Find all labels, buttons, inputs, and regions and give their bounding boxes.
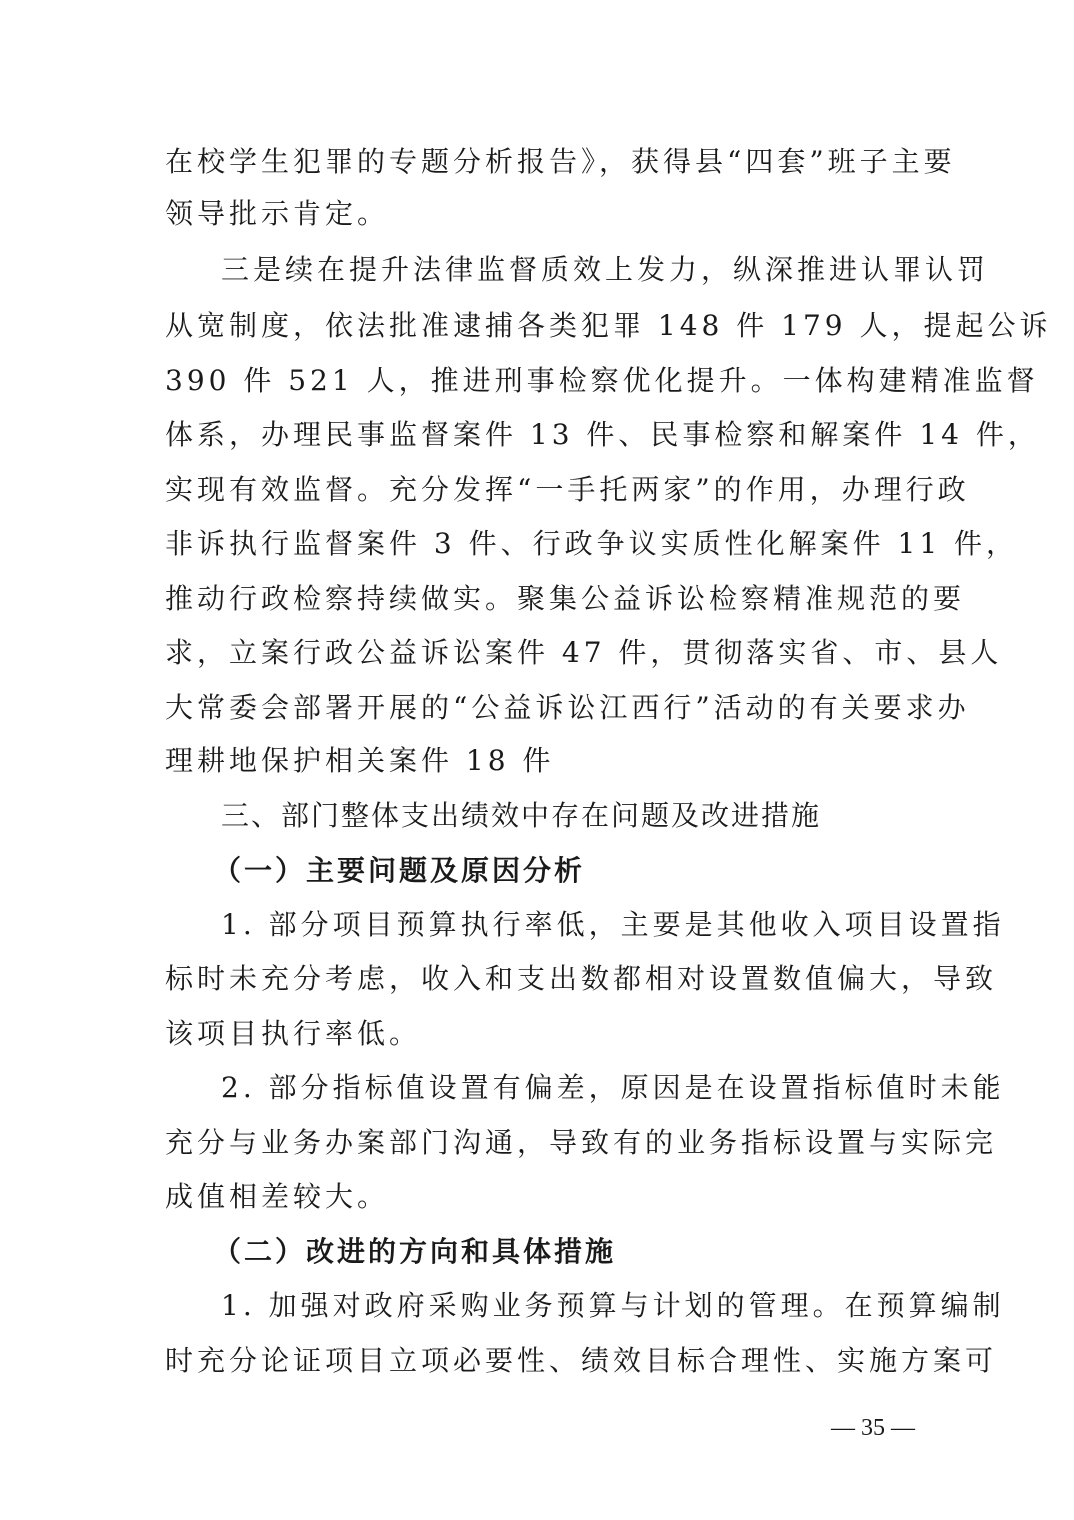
text-line-4: 从宽制度，依法批准逮捕各类犯罪 148 件 179 人，提起公诉 — [165, 309, 1052, 342]
measure-1-line-1: 1. 加强对政府采购业务预算与计划的管理。在预算编制 — [221, 1289, 1005, 1322]
problem-1-line-3: 该项目执行率低。 — [165, 1017, 422, 1050]
measure-1-line-2: 时充分论证项目立项必要性、绩效目标合理性、实施方案可 — [165, 1344, 998, 1377]
text-line-11: 大常委会部署开展的“公益诉讼江西行”活动的有关要求办 — [165, 691, 970, 724]
text-line-12: 理耕地保护相关案件 18 件 — [165, 744, 555, 777]
text-line-7: 实现有效监督。充分发挥“一手托两家”的作用，办理行政 — [165, 473, 970, 506]
subsection-heading-1: （一）主要问题及原因分析 — [213, 854, 586, 887]
text-line-9: 推动行政检察持续做实。聚集公益诉讼检察精准规范的要 — [165, 582, 966, 615]
problem-1-line-1: 1. 部分项目预算执行率低，主要是其他收入项目设置指 — [221, 908, 1005, 941]
page-number: — 35 — — [831, 1415, 915, 1441]
problem-2-line-3: 成值相差较大。 — [165, 1180, 390, 1213]
text-line-5: 390 件 521 人，推进刑事检察优化提升。一体构建精准监督 — [165, 364, 1039, 397]
section-heading: 三、部门整体支出绩效中存在问题及改进措施 — [221, 799, 822, 832]
paragraph-start-line: 三是续在提升法律监督质效上发力，纵深推进认罪认罚 — [221, 253, 990, 286]
text-line-6: 体系，办理民事监督案件 13 件、民事检察和解案件 14 件， — [165, 418, 1040, 451]
subsection-heading-2: （二）改进的方向和具体措施 — [213, 1235, 617, 1268]
problem-2-line-2: 充分与业务办案部门沟通，导致有的业务指标设置与实际完 — [165, 1126, 998, 1159]
text-line-8: 非诉执行监督案件 3 件、行政争议实质性化解案件 11 件， — [165, 527, 1019, 560]
problem-2-line-1: 2. 部分指标值设置有偏差，原因是在设置指标值时未能 — [221, 1071, 1005, 1104]
problem-1-line-2: 标时未充分考虑，收入和支出数都相对设置数值偏大，导致 — [165, 962, 998, 995]
text-line-2: 领导批示肯定。 — [165, 197, 390, 230]
text-line-10: 求，立案行政公益诉讼案件 47 件，贯彻落实省、市、县人 — [165, 636, 1003, 669]
text-line-1: 在校学生犯罪的专题分析报告》，获得县“四套”班子主要 — [165, 145, 956, 178]
